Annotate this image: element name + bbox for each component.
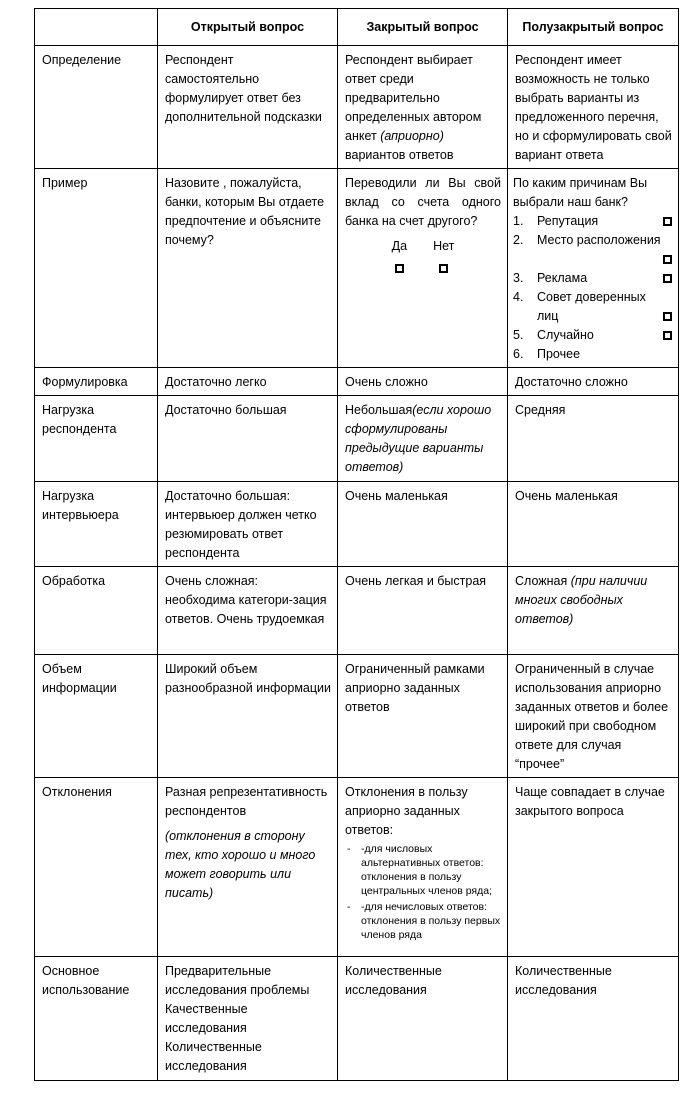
option-4 <box>513 288 672 326</box>
option-5-text: Случайно <box>537 328 594 342</box>
row-example <box>35 169 679 368</box>
label-int-load: Нагрузка интервьюера <box>35 482 158 567</box>
option-1 <box>513 212 672 231</box>
label-processing: Обработка <box>35 567 158 655</box>
option-1-num: 1. <box>513 214 524 228</box>
label-wording: Формулировка <box>35 368 158 396</box>
option-3 <box>513 269 672 288</box>
semi-int-load: Очень маленькая <box>508 482 679 567</box>
closed-resp-load-b: (если хорошо сформулированы предыдущие варианты ответов) <box>345 403 492 474</box>
closed-resp-load <box>338 396 508 482</box>
label-resp-load: Нагрузка респондента <box>35 396 158 482</box>
semi-usage: Количественные исследования <box>508 957 679 1081</box>
closed-definition <box>338 46 508 169</box>
semi-resp-load: Средняя <box>508 396 679 482</box>
open-example: Назовите , пожалуйста, банки, которым Вы отдаете предпочтение и объясните почему? <box>158 169 338 368</box>
yes-label: Да <box>391 239 408 253</box>
option-6-text: Прочее <box>537 347 581 361</box>
option-3-checkbox-icon <box>663 274 672 283</box>
semi-definition: Респондент имеет возможность не только выбрать варианты из предложенного перечня, но и сформулировать свой вариант ответа <box>508 46 679 169</box>
option-6-num: 6. <box>513 347 524 361</box>
comparison-table <box>34 8 679 1081</box>
option-2 <box>513 231 672 269</box>
open-usage-2: Качественные исследования <box>165 1002 248 1035</box>
open-deviations <box>158 778 338 957</box>
semi-deviations: Чаще совпадает в случае закрытого вопроса <box>508 778 679 957</box>
closed-definition-c: вариантов ответов <box>345 148 454 162</box>
open-processing: Очень сложная: необходима категори-зация ответов. Очень трудоемкая <box>158 567 338 655</box>
closed-resp-load-a: Небольшая <box>345 403 413 417</box>
option-4-checkbox-icon <box>663 312 672 321</box>
open-wording: Достаточно легко <box>158 368 338 396</box>
option-4-text: Совет доверенных лиц <box>537 290 646 323</box>
row-processing <box>35 567 679 655</box>
option-5 <box>513 326 672 345</box>
option-2-label: Место расположения <box>537 233 661 247</box>
open-usage-3: Количественные исследования <box>165 1040 262 1073</box>
yes-checkbox-icon <box>395 264 404 273</box>
label-usage: Основное использование <box>35 957 158 1081</box>
closed-wording: Очень сложно <box>338 368 508 396</box>
closed-definition-b: (априорно) <box>380 129 444 143</box>
option-6 <box>513 345 672 364</box>
semi-wording: Достаточно сложно <box>508 368 679 396</box>
closed-int-load: Очень маленькая <box>338 482 508 567</box>
open-volume: Широкий объем разнообразной информации <box>158 655 338 778</box>
option-2-text <box>537 231 672 269</box>
closed-usage: Количественные исследования <box>338 957 508 1081</box>
row-resp-load <box>35 396 679 482</box>
open-usage <box>158 957 338 1081</box>
closed-deviations-list <box>345 842 501 942</box>
option-2-num: 2. <box>513 233 524 247</box>
yes-option <box>392 237 407 273</box>
header-closed: Закрытый вопрос <box>338 9 508 46</box>
closed-deviations <box>338 778 508 957</box>
semi-processing <box>508 567 679 655</box>
yes-no-options <box>345 237 501 273</box>
no-checkbox-icon <box>439 264 448 273</box>
header-semi: Полузакрытый вопрос <box>508 9 679 46</box>
row-deviations <box>35 778 679 957</box>
option-2-checkbox-icon <box>663 255 672 264</box>
label-definition: Определение <box>35 46 158 169</box>
closed-volume: Ограниченный рамками априорно заданных ответов <box>338 655 508 778</box>
row-int-load <box>35 482 679 567</box>
option-3-num: 3. <box>513 271 524 285</box>
closed-deviations-item-2: - -для нечисловых ответов: отклонения в пользу первых членов ряда <box>345 900 501 942</box>
closed-definition-a: Респондент выбирает ответ среди предварительно определенных автором анкет <box>345 53 482 143</box>
option-3-text: Реклама <box>537 271 588 285</box>
no-option <box>433 237 454 273</box>
closed-example <box>338 169 508 368</box>
option-1-checkbox-icon <box>663 217 672 226</box>
open-deviations-a: Разная репрезентативность респондентов <box>165 785 328 818</box>
semi-example <box>508 169 679 368</box>
row-volume <box>35 655 679 778</box>
label-volume: Объем информации <box>35 655 158 778</box>
semi-volume: Ограниченный в случае использования априорно заданных ответов и более широкий при свободном ответе для случая “прочее” <box>508 655 679 778</box>
header-open: Открытый вопрос <box>158 9 338 46</box>
no-label: Нет <box>433 239 455 253</box>
closed-deviations-item-1: - -для числовых альтернативных ответов: отклонения в пользу центральных членов ряда; <box>345 842 501 898</box>
closed-deviations-intro: Отклонения в пользу априорно заданных ответов: <box>345 785 468 837</box>
semi-processing-b: (при наличии многих свободных ответов) <box>515 574 648 626</box>
open-definition: Респондент самостоятельно формулирует ответ без дополнительной подсказки <box>158 46 338 169</box>
open-int-load: Достаточно большая: интервьюер должен четко резюмировать ответ респондента <box>158 482 338 567</box>
row-usage <box>35 957 679 1081</box>
header-empty <box>35 9 158 46</box>
option-5-checkbox-icon <box>663 331 672 340</box>
closed-example-question: Переводили ли Вы свой вклад со счета одного банка на счет другого? <box>345 176 501 228</box>
row-definition <box>35 46 679 169</box>
semi-example-question: По каким причинам Вы выбрали наш банк? <box>513 176 648 209</box>
closed-processing: Очень легкая и быстрая <box>338 567 508 655</box>
open-usage-1: Предварительные исследования проблемы <box>165 964 310 997</box>
header-row <box>35 9 679 46</box>
option-1-text: Репутация <box>537 214 599 228</box>
label-example: Пример <box>35 169 158 368</box>
label-deviations: Отклонения <box>35 778 158 957</box>
semi-processing-a: Сложная <box>515 574 571 588</box>
option-4-num: 4. <box>513 290 524 304</box>
open-resp-load: Достаточно большая <box>158 396 338 482</box>
option-5-num: 5. <box>513 328 524 342</box>
open-deviations-b: (отклонения в сторону тех, кто хорошо и много может говорить или писать) <box>165 829 316 900</box>
row-wording <box>35 368 679 396</box>
